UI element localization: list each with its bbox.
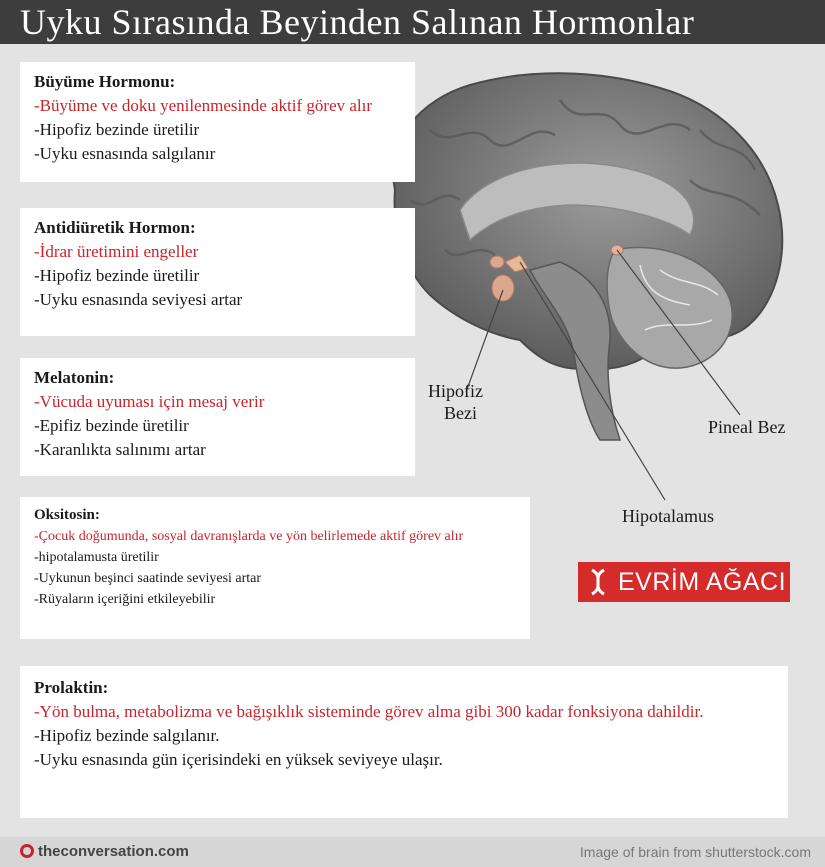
card-title: Melatonin: (34, 368, 115, 387)
card-red-line: -Vücuda uyuması için mesaj verir (34, 392, 265, 411)
card-line: -Hipofiz bezinde üretilir (34, 120, 200, 139)
card-line: -Uyku esnasında salgılanır (34, 144, 216, 163)
card-melatonin (20, 358, 415, 476)
page-title: Uyku Sırasında Beyinden Salınan Hormonlar (0, 0, 825, 44)
card-line: -Hipofiz bezinde üretilir (34, 266, 200, 285)
footer-credit: Image of brain from shutterstock.com (579, 844, 811, 860)
label-hipofiz-line2: Bezi (444, 403, 477, 423)
card-prolactin (20, 666, 788, 818)
card-line: -Uyku esnasında gün içerisindeki en yüksek seviyeye ulaşır. (34, 750, 443, 769)
label-hipotalamus: Hipotalamus (622, 506, 714, 526)
footer-source-text: theconversation.com (38, 843, 189, 860)
card-title: Oksitosin: (34, 507, 100, 523)
card-line: -Uykunun beşinci saatinde seviyesi artar (34, 571, 262, 586)
logo-text: EVRİM AĞACI (618, 567, 787, 596)
label-hipofiz-line1: Hipofiz (428, 381, 483, 401)
label-pineal: Pineal Bez (708, 417, 786, 437)
card-title: Prolaktin: (34, 678, 109, 697)
card-red-line: -Çocuk doğumunda, sosyal davranışlarda ve yön belirlemede aktif görev alır (34, 529, 464, 544)
card-red-line: -Yön bulma, metabolizma ve bağışıklık sisteminde görev alma gibi 300 kadar fonksiyona dahildir. (34, 702, 704, 721)
card-oxytocin (20, 497, 530, 639)
card-title: Büyüme Hormonu: (34, 72, 176, 91)
card-line: -hipotalamusta üretilir (34, 550, 159, 565)
footer (0, 837, 825, 867)
conversation-logo-icon (20, 844, 34, 858)
footer-source (20, 843, 189, 860)
card-line: -Hipofiz bezinde salgılanır. (34, 726, 220, 745)
dna-icon (578, 562, 618, 602)
card-red-line: -İdrar üretimini engeller (34, 242, 199, 261)
card-line: -Epifiz bezinde üretilir (34, 416, 189, 435)
card-antidiuretic-hormone (20, 208, 415, 336)
card-title: Antidiüretik Hormon: (34, 218, 196, 237)
evrim-agaci-logo (578, 562, 790, 602)
label-hipofiz (428, 380, 483, 424)
card-line: -Rüyaların içeriğini etkileyebilir (34, 592, 216, 607)
card-line: -Uyku esnasında seviyesi artar (34, 290, 243, 309)
card-growth-hormone (20, 62, 415, 182)
card-line: -Karanlıkta salınımı artar (34, 440, 206, 459)
card-red-line: -Büyüme ve doku yenilenmesinde aktif görev alır (34, 96, 373, 115)
